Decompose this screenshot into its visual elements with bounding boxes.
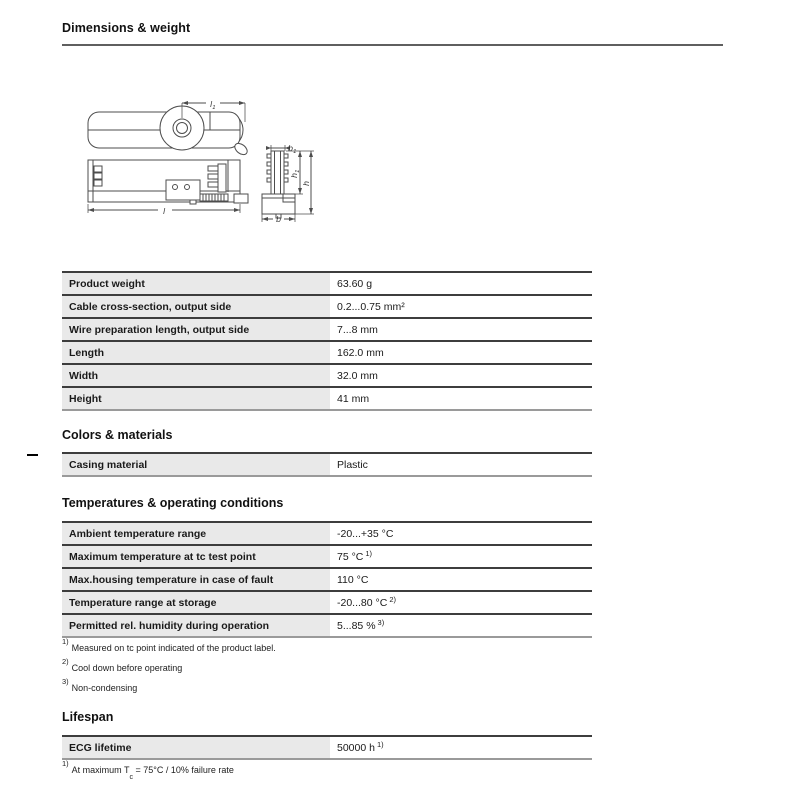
table-row — [62, 452, 592, 475]
temperatures-footnotes — [62, 637, 276, 701]
spec-label: Temperature range at storage — [62, 592, 330, 613]
spec-value: 50000 h $^{1)}$ — [330, 737, 592, 758]
spec-label: Ambient temperature range — [62, 523, 330, 544]
spec-value: 63.60 g — [330, 273, 592, 294]
dim-label-h1: $h_1$ — [290, 169, 301, 178]
dim-label-l: l — [163, 207, 166, 216]
colors-materials-table — [62, 452, 592, 477]
spec-value: 110 °C — [330, 569, 592, 590]
table-row — [62, 613, 592, 636]
table-row — [62, 521, 592, 544]
spec-label: Width — [62, 365, 330, 386]
footnote-marker: 1) — [62, 637, 69, 646]
table-row — [62, 544, 592, 567]
lifespan-footnote — [62, 759, 234, 783]
dimensions-weight-table — [62, 271, 592, 411]
footnote-marker: 2) — [389, 594, 396, 604]
spec-value: 7...8 mm — [330, 319, 592, 340]
table-row — [62, 317, 592, 340]
lifespan-heading: Lifespan — [62, 710, 114, 724]
spec-value: 32.0 mm — [330, 365, 592, 386]
table-row — [62, 340, 592, 363]
footnote-line: $^{1)}$Measured on tc point indicated of the product label. — [62, 637, 276, 653]
footnote-text: = 75°C / 10% failure rate — [133, 765, 234, 775]
footnote-marker: 2) — [62, 657, 69, 666]
table-row — [62, 294, 592, 317]
drawing-end-view — [262, 144, 314, 223]
colors-materials-heading: Colors & materials — [62, 428, 173, 442]
table-row — [62, 590, 592, 613]
spec-label: Length — [62, 342, 330, 363]
table-row — [62, 386, 592, 409]
drawing-side-view — [88, 160, 248, 216]
spec-label: Product weight — [62, 273, 330, 294]
footnote-line: $^{2)}$Cool down before operating — [62, 657, 183, 673]
table-row — [62, 271, 592, 294]
footnote-subscript: c — [129, 773, 134, 781]
footnote-marker: 3) — [62, 677, 69, 686]
dim-label-l1: $l_1$ — [210, 100, 216, 111]
temperatures-heading: Temperatures & operating conditions — [62, 496, 284, 510]
footnote-marker: 1) — [62, 759, 69, 768]
spec-label: Cable cross-section, output side — [62, 296, 330, 317]
dim-label-b: b — [276, 215, 282, 223]
lifespan-table — [62, 735, 592, 760]
temperatures-table — [62, 521, 592, 638]
spec-value: 0.2...0.75 mm² — [330, 296, 592, 317]
spec-label: Maximum temperature at tc test point — [62, 546, 330, 567]
dim-label-h: h — [302, 180, 311, 186]
dim-label-b1: $b_1$ — [288, 144, 297, 155]
spec-label: Height — [62, 388, 330, 409]
spec-label: ECG lifetime — [62, 737, 330, 758]
spec-value: 41 mm — [330, 388, 592, 409]
spec-label: Wire preparation length, output side — [62, 319, 330, 340]
page-crop-mark — [27, 454, 38, 456]
page-title: Dimensions & weight — [62, 21, 191, 35]
spec-label: Permitted rel. humidity during operation — [62, 615, 330, 636]
spec-value: 5...85 % $^{3)}$ — [330, 615, 592, 636]
spec-value: Plastic — [330, 454, 592, 475]
spec-value: 75 °C $^{1)}$ — [330, 546, 592, 567]
spec-label: Max.housing temperature in case of fault — [62, 569, 330, 590]
table-row — [62, 567, 592, 590]
footnote-marker: 1) — [365, 548, 373, 558]
spec-value: -20...80 °C $^{2)}$ — [330, 592, 592, 613]
table-row — [62, 735, 592, 758]
table-row — [62, 363, 592, 386]
spec-value: -20...+35 °C — [330, 523, 592, 544]
heading-divider — [62, 44, 723, 46]
footnote-line: $^{3)}$Non-condensing — [62, 677, 138, 693]
spec-value: 162.0 mm — [330, 342, 592, 363]
footnote-text: At maximum T — [71, 765, 130, 775]
footnote-marker: 1) — [376, 739, 384, 749]
dimension-drawing — [78, 88, 328, 223]
footnote-marker: 3) — [377, 617, 385, 627]
spec-label: Casing material — [62, 454, 330, 475]
drawing-top-view — [88, 100, 249, 157]
